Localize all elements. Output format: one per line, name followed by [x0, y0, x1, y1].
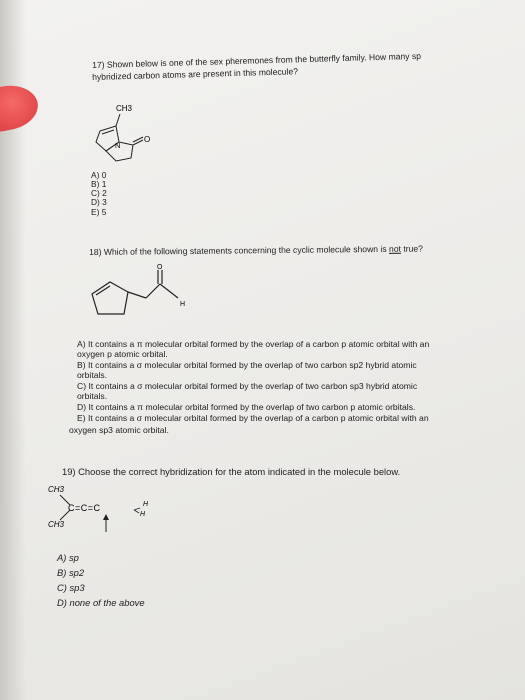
q18-question-not: not [388, 243, 402, 254]
q19-chain: C=C=C [68, 503, 101, 513]
q19-molecule-structure [40, 480, 170, 542]
q17-text-line-1: 17) Shown below is one of the sex pheremones from the butterfly family. How many sp [92, 50, 422, 70]
q18-line-1: A) It contains a π molecular orbital formed by the overlap of a carbon p atomic orbital with an [77, 339, 430, 349]
q17-ring-double-bond [102, 130, 114, 134]
q19-option-b: B) sp2 [57, 567, 85, 578]
q19-ch3-top: CH3 [48, 485, 65, 494]
q18-question-pre: 18) Which of the following statements concerning the cyclic molecule shown is [89, 243, 390, 257]
q18-line-7: D) It contains a π molecular orbital formed by the overlap of two carbon p atomic orbitals. [77, 402, 416, 412]
q17-o-label: O [144, 135, 151, 144]
q17-n-label: N [115, 141, 121, 150]
q17-molecule-structure [86, 98, 176, 168]
q17-ch3-label: CH3 [116, 104, 133, 113]
q17-methyl-bond [116, 114, 120, 126]
q19-ch-bond-top [134, 508, 140, 510]
q18-molecule-structure [84, 264, 214, 330]
q18-side-bond-1 [128, 292, 146, 298]
q17-text-line-2: hybridized carbon atoms are present in this molecule? [92, 66, 299, 82]
q19-option-a: A) sp [57, 552, 79, 563]
q18-question-post: true? [400, 243, 423, 254]
q17-option-b: B) 1 [91, 179, 107, 189]
q18-line-9: oxygen sp3 atomic orbital. [69, 425, 169, 435]
q18-line-3: B) It contains a σ molecular orbital formed by the overlap of two carbon sp2 hybrid atomic [77, 360, 417, 370]
q19-option-c: C) sp3 [57, 582, 85, 593]
q18-question [89, 244, 423, 258]
q17-option-a: A) 0 [91, 170, 107, 180]
q17-option-e: E) 5 [91, 207, 107, 217]
q19-h-top: H [143, 501, 149, 508]
q18-h-label: H [180, 301, 186, 308]
q19-question: 19) Choose the correct hybridization for the atom indicated in the molecule below. [62, 466, 401, 477]
q18-ch-bond [160, 284, 178, 298]
q19-h-bottom: H [140, 511, 146, 518]
q19-ch3-bottom: CH3 [48, 520, 65, 529]
q17-option-c: C) 2 [91, 188, 107, 198]
q18-line-6: orbitals. [77, 391, 108, 401]
q18-line-2: oxygen p atomic orbital. [77, 349, 168, 359]
q17-option-d: D) 3 [91, 197, 107, 207]
q18-line-8: E) It contains a σ molecular orbital formed by the overlap of a carbon p atomic orbital with an [77, 413, 429, 423]
q18-line-5: C) It contains a σ molecular orbital formed by the overlap of two carbon sp3 hybrid atomic [77, 381, 418, 391]
q19-indicator-arrowhead [103, 514, 109, 520]
q18-o-label: O [157, 264, 163, 271]
q18-line-4: orbitals. [77, 370, 108, 380]
q19-option-d: D) none of the above [57, 597, 145, 608]
q18-cyclopentene-ring [92, 282, 128, 314]
q19-ch-bond-bottom [134, 510, 139, 513]
q18-side-bond-2 [146, 284, 160, 298]
